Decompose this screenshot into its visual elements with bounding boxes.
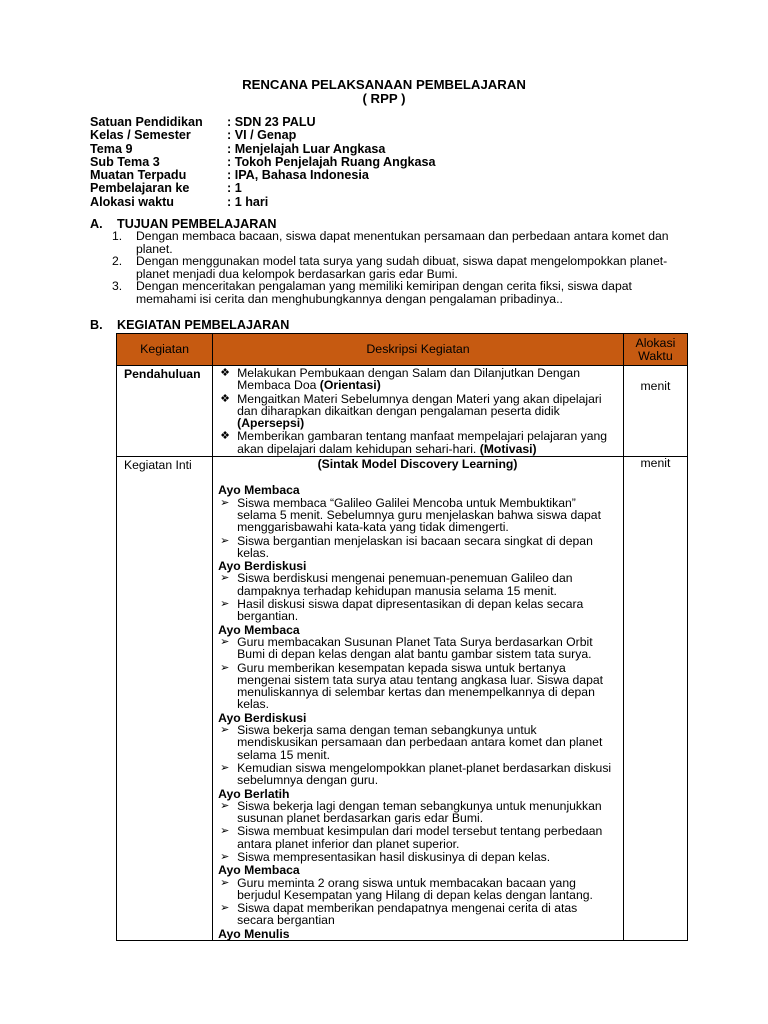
arrow-bullet-icon: ➢	[220, 598, 230, 611]
arrow-bullet-icon: ➢	[220, 850, 230, 863]
list-item	[218, 497, 617, 534]
group-title: Ayo Berdiskusi	[218, 710, 307, 725]
table-row	[117, 457, 688, 941]
list-item	[218, 877, 617, 902]
document-subtitle: ( RPP )	[362, 91, 406, 106]
list-item	[218, 598, 617, 623]
goals-list	[112, 230, 672, 306]
activity-name: Kegiatan Inti	[124, 458, 192, 473]
info-label: Sub Tema 3	[90, 154, 160, 169]
section-b-heading	[90, 318, 289, 332]
arrow-bullet-icon: ➢	[220, 496, 230, 509]
info-row	[90, 129, 436, 142]
item-text: Siswa dapat memberikan pendapatnya mengenai cerita di atas secara bergantian	[237, 901, 578, 928]
document-title: RENCANA PELAKSANAAN PEMBELAJARAN	[242, 77, 526, 92]
list-item	[218, 662, 617, 711]
item-text: Siswa membaca “Galileo Galilei Mencoba untuk Membuktikan” selama 5 menit. Sebelumnya guru menjelaskan bahwa siswa dapat menggarisbawahi kata-kata yang tidak dimengerti.	[237, 495, 601, 535]
info-label: Pembelajaran ke	[90, 181, 190, 196]
arrow-bullet-icon: ➢	[220, 534, 230, 547]
info-label: Kelas / Semester	[90, 128, 191, 143]
group-title: Ayo Berdiskusi	[218, 559, 307, 574]
info-row	[90, 196, 436, 209]
sintak-heading: (Sintak Model Discovery Learning)	[317, 457, 518, 472]
goal-number: 2.	[112, 254, 123, 269]
info-row	[90, 156, 436, 169]
goal-number: 3.	[112, 279, 123, 294]
item-text: Siswa bekerja sama dengan teman sebangkunya untuk mendiskusikan persamaan dan perbedaan antara komet dan planet selama 15 menit.	[237, 723, 603, 762]
arrow-bullet-icon: ➢	[220, 635, 230, 648]
list-item	[218, 636, 617, 661]
info-label: Alokasi waktu	[90, 194, 174, 209]
info-row	[90, 182, 436, 195]
goal-text: Dengan menceritakan pengalaman yang memiliki kemiripan dengan cerita fiksi, siswa dapat memahami isi cerita dan menghubungkannya dengan pengalaman pribadinya..	[136, 279, 632, 306]
item-text: Mengaitkan Materi Sebelumnya dengan Materi yang akan dipelajari dan diharapkan dikaitkan dengan pengalaman peserta didik	[237, 391, 602, 418]
item-text: Guru meminta 2 orang siswa untuk membacakan bacaan yang berjudul Kesempatan yang Hilang di depan kelas dengan lantang.	[237, 875, 593, 902]
info-value: : VI / Genap	[227, 128, 297, 143]
item-text: Siswa bergantian menjelaskan isi bacaan secara singkat di depan kelas.	[237, 533, 593, 560]
section-letter: B.	[90, 318, 103, 332]
info-value: : 1	[227, 181, 242, 196]
section-title: KEGIATAN PEMBELAJARAN	[117, 318, 290, 332]
list-item	[218, 825, 617, 850]
item-text: Siswa bekerja lagi dengan teman sebangkunya untuk menunjukkan susunan planet berdasarkan garis edar Bumi.	[237, 798, 602, 826]
item-text: Guru memberikan kesempatan kepada siswa untuk bertanya mengenai sistem tata surya atau tentang angkasa luar. Siswa dapat menuliskannya di selembar kertas dan menempelkannya di depan kelas.	[237, 660, 604, 712]
list-item	[218, 367, 617, 392]
list-item	[218, 724, 617, 761]
item-text: Memberikan gambaran tentang manfaat mempelajari pelajaran yang akan dipelajari dalam kehidupan sehari-hari.	[237, 429, 608, 456]
list-item	[218, 393, 617, 430]
group-title: Ayo Membaca	[218, 863, 300, 878]
list-item	[218, 762, 617, 787]
diamond-bullet-icon: ❖	[220, 430, 231, 443]
item-text: Siswa mempresentasikan hasil diskusinya di depan kelas.	[237, 849, 551, 864]
item-text: Guru membacakan Susunan Planet Tata Surya berdasarkan Orbit Bumi di depan kelas dengan alat bantu gambar sistem tata surya.	[237, 634, 593, 662]
arrow-bullet-icon: ➢	[220, 572, 230, 585]
info-row	[90, 116, 436, 129]
arrow-bullet-icon: ➢	[220, 876, 230, 889]
info-value: : 1 hari	[227, 194, 269, 209]
info-row	[90, 169, 436, 182]
list-item	[218, 535, 617, 560]
item-text: Kemudian siswa mengelompokkan planet-planet berdasarkan diskusi sebelumnya dengan guru.	[237, 760, 612, 788]
section-title: TUJUAN PEMBELAJARAN	[117, 217, 277, 231]
info-value: : SDN 23 PALU	[227, 115, 316, 129]
pendahuluan-description	[213, 366, 623, 455]
arrow-bullet-icon: ➢	[220, 825, 230, 838]
list-item	[218, 902, 617, 927]
item-text: Hasil diskusi siswa dapat dipresentasikan di depan kelas secara bergantian.	[237, 597, 584, 624]
alokasi-value: menit	[640, 456, 671, 471]
goal-text: Dengan menggunakan model tata surya yang sudah dibuat, siswa dapat mengelompokkan planet-planet menjadi dua kelompok berdasarkan garis edar Bumi.	[136, 254, 668, 281]
item-text: Siswa berdiskusi mengenai penemuan-penemuan Galileo dan dampaknya terhadap kehidupan manusia selama 15 menit.	[237, 571, 573, 598]
arrow-bullet-icon: ➢	[220, 761, 230, 774]
info-row	[90, 143, 436, 156]
info-value: : Tokoh Penjelajah Ruang Angkasa	[227, 154, 436, 169]
item-text: Melakukan Pembukaan dengan Salam dan Dilanjutkan Dengan Membaca Doa	[237, 366, 580, 393]
activity-name: Pendahuluan	[124, 367, 201, 381]
group-title: Ayo Membaca	[218, 622, 300, 637]
group-title: Ayo Berlatih	[218, 786, 290, 801]
item-tag: (Motivasi)	[479, 441, 537, 456]
item-tag: (Orientasi)	[319, 378, 381, 393]
goal-text: Dengan membaca bacaan, siswa dapat menentukan persamaan dan perbedaan antara komet dan planet.	[136, 229, 669, 256]
info-label: Satuan Pendidikan	[90, 115, 203, 129]
item-text: Siswa membuat kesimpulan dari model tersebut tentang perbedaan antara planet inferior dan planet superior.	[237, 824, 603, 851]
table-row	[117, 366, 688, 457]
group-title: Ayo Membaca	[218, 483, 300, 498]
header-alokasi: Alokasi Waktu	[623, 334, 687, 366]
identity-block	[90, 116, 436, 209]
list-item	[218, 572, 617, 597]
table-header-row	[117, 334, 688, 366]
list-item	[218, 430, 617, 455]
header-kegiatan: Kegiatan	[117, 334, 213, 366]
info-value: : Menjelajah Luar Angkasa	[227, 141, 386, 156]
inti-description	[213, 457, 623, 940]
alokasi-value: menit	[640, 379, 671, 393]
goal-item	[112, 255, 672, 280]
diamond-bullet-icon: ❖	[220, 367, 231, 379]
list-item	[218, 800, 617, 825]
goal-number: 1.	[112, 229, 123, 243]
arrow-bullet-icon: ➢	[220, 799, 230, 812]
arrow-bullet-icon: ➢	[220, 661, 230, 674]
arrow-bullet-icon: ➢	[220, 902, 230, 915]
info-label: Muatan Terpadu	[90, 168, 187, 183]
group-title: Ayo Menulis	[218, 926, 290, 941]
arrow-bullet-icon: ➢	[220, 724, 230, 737]
header-deskripsi: Deskripsi Kegiatan	[213, 334, 624, 366]
goal-item	[112, 230, 672, 255]
goal-item	[112, 280, 672, 305]
diamond-bullet-icon: ❖	[220, 392, 231, 405]
item-tag: (Apersepsi)	[237, 416, 305, 431]
activity-table	[116, 333, 688, 941]
info-label: Tema 9	[90, 141, 133, 156]
list-item	[218, 851, 617, 863]
section-letter: A.	[90, 217, 103, 231]
info-value: : IPA, Bahasa Indonesia	[227, 168, 369, 183]
